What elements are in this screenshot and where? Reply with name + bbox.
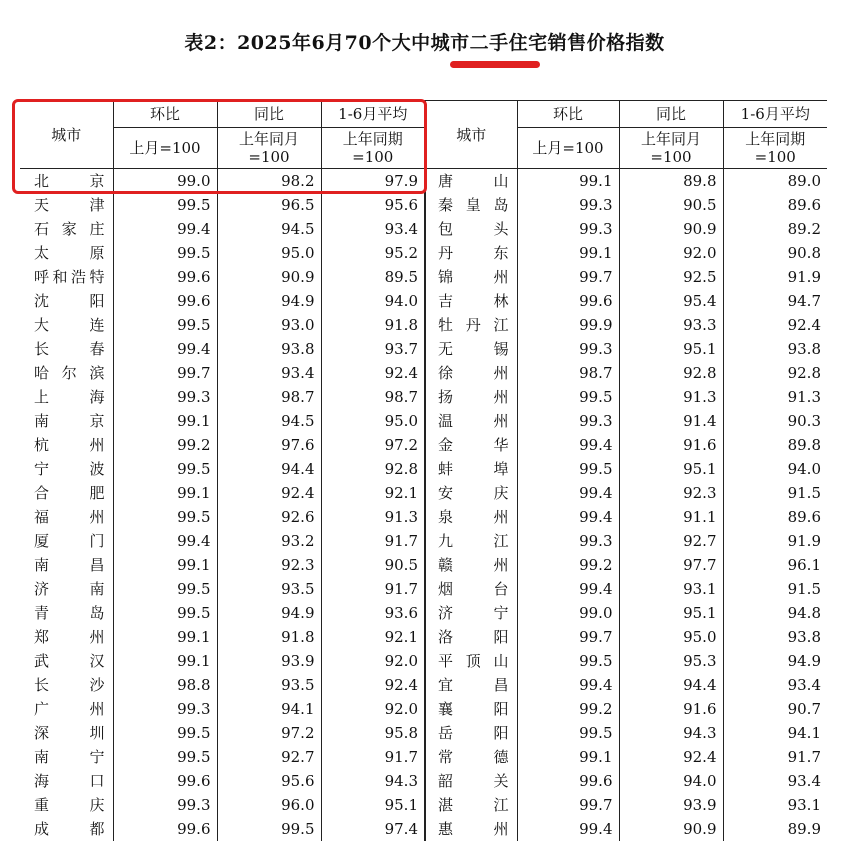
avg-value-cell: 93.4 <box>321 217 425 241</box>
avg-value-cell-right: 90.7 <box>723 697 827 721</box>
yoy-value-cell: 92.3 <box>217 553 321 577</box>
table-row <box>20 649 827 673</box>
city-cell: 南昌 <box>34 556 105 574</box>
mom-value-cell-right: 99.4 <box>517 433 619 457</box>
mom-value-cell: 99.3 <box>113 385 217 409</box>
city-cell-right: 泉州 <box>425 505 517 529</box>
yoy-value-cell: 95.6 <box>217 769 321 793</box>
avg-value-cell: 97.4 <box>321 817 425 841</box>
avg-value-cell: 94.0 <box>321 289 425 313</box>
yoy-base-label-right: 上年同月 =100 <box>619 128 723 169</box>
city-cell: 郑州 <box>34 628 105 646</box>
mom-value-cell: 99.5 <box>113 193 217 217</box>
avg-value-cell: 92.4 <box>321 361 425 385</box>
city-cell-right: 惠州 <box>425 817 517 841</box>
city-cell-right: 湛江 <box>425 793 517 817</box>
avg-base-label-right: 上年同期 =100 <box>723 128 827 169</box>
table-row <box>20 193 827 217</box>
avg-value-cell-right: 90.8 <box>723 241 827 265</box>
mom-value-cell: 99.6 <box>113 817 217 841</box>
mom-value-cell: 99.6 <box>113 769 217 793</box>
city-cell: 上海 <box>34 388 105 406</box>
city-cell-right: 牡丹江 <box>425 313 517 337</box>
avg-value-cell-right: 94.0 <box>723 457 827 481</box>
avg-value-cell-right: 89.6 <box>723 193 827 217</box>
city-cell-right: 吉林 <box>425 289 517 313</box>
yoy-value-cell-right: 92.4 <box>619 745 723 769</box>
city-cell-right: 徐州 <box>425 361 517 385</box>
avg-value-cell-right: 93.8 <box>723 337 827 361</box>
city-cell: 石家庄 <box>34 220 105 238</box>
yoy-value-cell: 96.5 <box>217 193 321 217</box>
avg-value-cell-right: 91.9 <box>723 529 827 553</box>
yoy-value-cell: 93.5 <box>217 673 321 697</box>
mom-value-cell-right: 99.7 <box>517 265 619 289</box>
yoy-value-cell-right: 97.7 <box>619 553 723 577</box>
avg-value-cell-right: 93.8 <box>723 625 827 649</box>
avg-value-cell: 91.7 <box>321 529 425 553</box>
yoy-value-cell: 98.7 <box>217 385 321 409</box>
table-row <box>20 769 827 793</box>
city-cell: 大连 <box>34 316 105 334</box>
city-cell: 哈尔滨 <box>34 364 105 382</box>
table-body <box>20 169 827 841</box>
avg-value-cell-right: 89.6 <box>723 505 827 529</box>
avg-value-cell: 90.5 <box>321 553 425 577</box>
yoy-value-cell-right: 95.3 <box>619 649 723 673</box>
yoy-value-cell-right: 95.1 <box>619 337 723 361</box>
mom-value-cell-right: 99.4 <box>517 481 619 505</box>
table-row <box>20 217 827 241</box>
avg-value-cell-right: 91.3 <box>723 385 827 409</box>
avg-column-header-right: 1-6月平均 <box>723 101 827 128</box>
avg-value-cell: 91.8 <box>321 313 425 337</box>
table-row <box>20 265 827 289</box>
yoy-value-cell-right: 92.3 <box>619 481 723 505</box>
city-cell-right: 襄阳 <box>425 697 517 721</box>
table-row <box>20 481 827 505</box>
avg-value-cell-right: 89.0 <box>723 169 827 193</box>
yoy-value-cell-right: 91.6 <box>619 433 723 457</box>
mom-base-label: 上月=100 <box>113 128 217 169</box>
mom-value-cell: 99.5 <box>113 241 217 265</box>
yoy-column-header: 同比 <box>217 101 321 128</box>
city-cell: 厦门 <box>34 532 105 550</box>
yoy-value-cell: 98.2 <box>217 169 321 193</box>
avg-value-cell: 94.3 <box>321 769 425 793</box>
mom-value-cell-right: 99.5 <box>517 649 619 673</box>
mom-value-cell-right: 99.7 <box>517 793 619 817</box>
avg-base-label: 上年同期 =100 <box>321 128 425 169</box>
avg-value-cell-right: 94.8 <box>723 601 827 625</box>
mom-value-cell-right: 98.7 <box>517 361 619 385</box>
yoy-value-cell: 94.1 <box>217 697 321 721</box>
mom-value-cell: 99.6 <box>113 265 217 289</box>
mom-value-cell: 99.1 <box>113 649 217 673</box>
table-row <box>20 361 827 385</box>
table-row <box>20 625 827 649</box>
table-row <box>20 169 827 193</box>
avg-value-cell-right: 93.1 <box>723 793 827 817</box>
mom-value-cell-right: 99.9 <box>517 313 619 337</box>
yoy-value-cell-right: 93.9 <box>619 793 723 817</box>
avg-value-cell-right: 93.4 <box>723 769 827 793</box>
mom-value-cell: 99.5 <box>113 505 217 529</box>
avg-value-cell: 95.8 <box>321 721 425 745</box>
mom-value-cell-right: 99.5 <box>517 721 619 745</box>
avg-value-cell-right: 91.5 <box>723 481 827 505</box>
mom-value-cell-right: 99.5 <box>517 457 619 481</box>
mom-value-cell: 99.4 <box>113 337 217 361</box>
table-row <box>20 337 827 361</box>
avg-value-cell: 92.8 <box>321 457 425 481</box>
city-cell: 北京 <box>20 169 113 193</box>
city-cell: 长沙 <box>34 676 105 694</box>
city-cell: 海口 <box>34 772 105 790</box>
city-cell: 南京 <box>34 412 105 430</box>
avg-value-cell-right: 89.9 <box>723 817 827 841</box>
table-row <box>20 505 827 529</box>
avg-value-cell: 93.6 <box>321 601 425 625</box>
mom-value-cell-right: 99.6 <box>517 289 619 313</box>
mom-value-cell: 99.1 <box>113 409 217 433</box>
mom-value-cell-right: 99.1 <box>517 745 619 769</box>
title-red-underline <box>450 61 540 68</box>
mom-value-cell: 99.7 <box>113 361 217 385</box>
mom-value-cell-right: 99.4 <box>517 673 619 697</box>
yoy-value-cell-right: 95.0 <box>619 625 723 649</box>
mom-value-cell: 99.3 <box>113 697 217 721</box>
city-cell-right: 金华 <box>425 433 517 457</box>
table-row <box>20 529 827 553</box>
mom-value-cell-right: 99.5 <box>517 385 619 409</box>
avg-value-cell: 95.6 <box>321 193 425 217</box>
city-cell: 济南 <box>34 580 105 598</box>
yoy-value-cell: 91.8 <box>217 625 321 649</box>
avg-value-cell-right: 89.8 <box>723 433 827 457</box>
city-cell-right: 蚌埠 <box>425 457 517 481</box>
city-cell-right: 烟台 <box>425 577 517 601</box>
avg-value-cell: 95.2 <box>321 241 425 265</box>
mom-value-cell: 99.5 <box>113 313 217 337</box>
avg-value-cell-right: 90.3 <box>723 409 827 433</box>
avg-value-cell: 89.5 <box>321 265 425 289</box>
avg-value-cell-right: 91.9 <box>723 265 827 289</box>
mom-value-cell-right: 99.1 <box>517 169 619 193</box>
table-row <box>20 577 827 601</box>
yoy-value-cell-right: 95.1 <box>619 601 723 625</box>
mom-value-cell: 99.4 <box>113 529 217 553</box>
avg-value-cell: 91.3 <box>321 505 425 529</box>
avg-value-cell: 92.1 <box>321 625 425 649</box>
yoy-value-cell: 99.5 <box>217 817 321 841</box>
yoy-value-cell-right: 92.5 <box>619 265 723 289</box>
city-cell-right: 平顶山 <box>425 649 517 673</box>
avg-value-cell: 92.0 <box>321 697 425 721</box>
yoy-value-cell: 97.2 <box>217 721 321 745</box>
mom-value-cell-right: 99.3 <box>517 193 619 217</box>
yoy-value-cell: 96.0 <box>217 793 321 817</box>
yoy-value-cell: 93.8 <box>217 337 321 361</box>
avg-value-cell-right: 94.7 <box>723 289 827 313</box>
yoy-value-cell-right: 89.8 <box>619 169 723 193</box>
city-cell-right: 济宁 <box>425 601 517 625</box>
avg-value-cell: 91.7 <box>321 745 425 769</box>
yoy-value-cell-right: 92.7 <box>619 529 723 553</box>
price-index-table <box>20 100 827 841</box>
yoy-value-cell: 93.2 <box>217 529 321 553</box>
city-cell: 重庆 <box>34 796 105 814</box>
city-cell-right: 丹东 <box>425 241 517 265</box>
city-cell-right: 温州 <box>425 409 517 433</box>
mom-value-cell-right: 99.7 <box>517 625 619 649</box>
city-cell: 深圳 <box>34 724 105 742</box>
yoy-value-cell-right: 91.3 <box>619 385 723 409</box>
city-cell: 武汉 <box>34 652 105 670</box>
yoy-value-cell: 92.4 <box>217 481 321 505</box>
avg-value-cell: 92.0 <box>321 649 425 673</box>
yoy-value-cell-right: 95.4 <box>619 289 723 313</box>
mom-value-cell: 99.1 <box>113 625 217 649</box>
mom-value-cell-right: 99.2 <box>517 553 619 577</box>
yoy-value-cell: 95.0 <box>217 241 321 265</box>
yoy-value-cell: 94.5 <box>217 217 321 241</box>
avg-value-cell-right: 89.2 <box>723 217 827 241</box>
yoy-value-cell-right: 90.9 <box>619 817 723 841</box>
mom-column-header: 环比 <box>113 101 217 128</box>
city-cell-right: 锦州 <box>425 265 517 289</box>
city-cell-right: 唐山 <box>425 169 517 193</box>
mom-value-cell: 99.1 <box>113 481 217 505</box>
yoy-value-cell-right: 91.4 <box>619 409 723 433</box>
city-cell-right: 宜昌 <box>425 673 517 697</box>
table-row <box>20 313 827 337</box>
table-row <box>20 457 827 481</box>
yoy-value-cell: 94.9 <box>217 289 321 313</box>
city-cell-right: 九江 <box>425 529 517 553</box>
city-cell: 青岛 <box>34 604 105 622</box>
table-row <box>20 409 827 433</box>
city-cell-right: 秦皇岛 <box>425 193 517 217</box>
mom-value-cell: 99.2 <box>113 433 217 457</box>
yoy-value-cell-right: 94.3 <box>619 721 723 745</box>
avg-value-cell-right: 93.4 <box>723 673 827 697</box>
mom-value-cell: 99.6 <box>113 289 217 313</box>
mom-value-cell-right: 99.4 <box>517 817 619 841</box>
city-cell-right: 安庆 <box>425 481 517 505</box>
city-cell-right: 常德 <box>425 745 517 769</box>
avg-value-cell-right: 94.9 <box>723 649 827 673</box>
city-cell: 沈阳 <box>34 292 105 310</box>
avg-value-cell: 93.7 <box>321 337 425 361</box>
city-cell: 太原 <box>34 244 105 262</box>
yoy-value-cell-right: 91.1 <box>619 505 723 529</box>
avg-value-cell: 97.9 <box>321 169 425 193</box>
table-row <box>20 721 827 745</box>
mom-base-label-right: 上月=100 <box>517 128 619 169</box>
yoy-value-cell-right: 90.5 <box>619 193 723 217</box>
yoy-base-label: 上年同月 =100 <box>217 128 321 169</box>
mom-value-cell-right: 99.3 <box>517 409 619 433</box>
avg-value-cell-right: 91.7 <box>723 745 827 769</box>
yoy-value-cell: 97.6 <box>217 433 321 457</box>
avg-value-cell: 95.0 <box>321 409 425 433</box>
avg-value-cell-right: 94.1 <box>723 721 827 745</box>
yoy-value-cell-right: 92.0 <box>619 241 723 265</box>
yoy-value-cell: 92.6 <box>217 505 321 529</box>
city-cell-right: 包头 <box>425 217 517 241</box>
yoy-value-cell: 93.9 <box>217 649 321 673</box>
table-title: 表2：2025年6月70个大中城市二手住宅销售价格指数 <box>184 32 665 54</box>
avg-value-cell-right: 92.8 <box>723 361 827 385</box>
mom-value-cell-right: 99.3 <box>517 337 619 361</box>
table-row <box>20 241 827 265</box>
yoy-value-cell: 90.9 <box>217 265 321 289</box>
mom-value-cell: 99.4 <box>113 217 217 241</box>
table-row <box>20 697 827 721</box>
mom-value-cell: 98.8 <box>113 673 217 697</box>
mom-value-cell-right: 99.1 <box>517 241 619 265</box>
avg-value-cell: 98.7 <box>321 385 425 409</box>
city-cell: 呼和浩特 <box>34 268 105 286</box>
city-cell: 合肥 <box>34 484 105 502</box>
city-cell: 成都 <box>34 820 105 838</box>
yoy-value-cell-right: 91.6 <box>619 697 723 721</box>
table-row <box>20 385 827 409</box>
city-cell: 广州 <box>34 700 105 718</box>
table-row <box>20 433 827 457</box>
avg-value-cell-right: 96.1 <box>723 553 827 577</box>
avg-value-cell: 95.1 <box>321 793 425 817</box>
mom-value-cell: 99.5 <box>113 721 217 745</box>
city-cell-right: 洛阳 <box>425 625 517 649</box>
yoy-value-cell: 94.4 <box>217 457 321 481</box>
mom-value-cell: 99.5 <box>113 577 217 601</box>
yoy-value-cell-right: 90.9 <box>619 217 723 241</box>
city-cell: 天津 <box>34 196 105 214</box>
city-cell-right: 岳阳 <box>425 721 517 745</box>
city-cell: 宁波 <box>34 460 105 478</box>
yoy-value-cell: 94.5 <box>217 409 321 433</box>
table-row <box>20 817 827 841</box>
city-cell: 杭州 <box>34 436 105 454</box>
mom-value-cell: 99.5 <box>113 745 217 769</box>
yoy-value-cell: 92.7 <box>217 745 321 769</box>
yoy-value-cell-right: 94.0 <box>619 769 723 793</box>
yoy-value-cell-right: 94.4 <box>619 673 723 697</box>
mom-value-cell: 99.1 <box>113 553 217 577</box>
mom-value-cell: 99.0 <box>113 169 217 193</box>
city-cell-right: 无锡 <box>425 337 517 361</box>
avg-column-header: 1-6月平均 <box>321 101 425 128</box>
avg-value-cell: 92.4 <box>321 673 425 697</box>
avg-value-cell-right: 92.4 <box>723 313 827 337</box>
city-cell-right: 赣州 <box>425 553 517 577</box>
city-cell: 南宁 <box>34 748 105 766</box>
mom-value-cell-right: 99.3 <box>517 529 619 553</box>
yoy-column-header-right: 同比 <box>619 101 723 128</box>
avg-value-cell-right: 91.5 <box>723 577 827 601</box>
avg-value-cell: 92.1 <box>321 481 425 505</box>
mom-value-cell-right: 99.6 <box>517 769 619 793</box>
table-row <box>20 601 827 625</box>
city-cell-right: 扬州 <box>425 385 517 409</box>
table-row <box>20 289 827 313</box>
table-row <box>20 553 827 577</box>
city-column-header-right: 城市 <box>425 101 517 169</box>
city-cell: 福州 <box>34 508 105 526</box>
avg-value-cell: 97.2 <box>321 433 425 457</box>
table-row <box>20 673 827 697</box>
yoy-value-cell: 94.9 <box>217 601 321 625</box>
mom-value-cell-right: 99.4 <box>517 577 619 601</box>
yoy-value-cell-right: 93.1 <box>619 577 723 601</box>
mom-value-cell-right: 99.2 <box>517 697 619 721</box>
mom-value-cell: 99.5 <box>113 457 217 481</box>
yoy-value-cell: 93.4 <box>217 361 321 385</box>
yoy-value-cell-right: 95.1 <box>619 457 723 481</box>
avg-value-cell: 91.7 <box>321 577 425 601</box>
mom-value-cell-right: 99.3 <box>517 217 619 241</box>
table-row <box>20 745 827 769</box>
yoy-value-cell: 93.5 <box>217 577 321 601</box>
yoy-value-cell-right: 93.3 <box>619 313 723 337</box>
yoy-value-cell-right: 92.8 <box>619 361 723 385</box>
city-cell: 长春 <box>34 340 105 358</box>
mom-value-cell: 99.5 <box>113 601 217 625</box>
yoy-value-cell: 93.0 <box>217 313 321 337</box>
table-row <box>20 793 827 817</box>
mom-column-header-right: 环比 <box>517 101 619 128</box>
mom-value-cell: 99.3 <box>113 793 217 817</box>
city-cell-right: 韶关 <box>425 769 517 793</box>
mom-value-cell-right: 99.4 <box>517 505 619 529</box>
mom-value-cell-right: 99.0 <box>517 601 619 625</box>
city-column-header: 城市 <box>20 101 113 169</box>
